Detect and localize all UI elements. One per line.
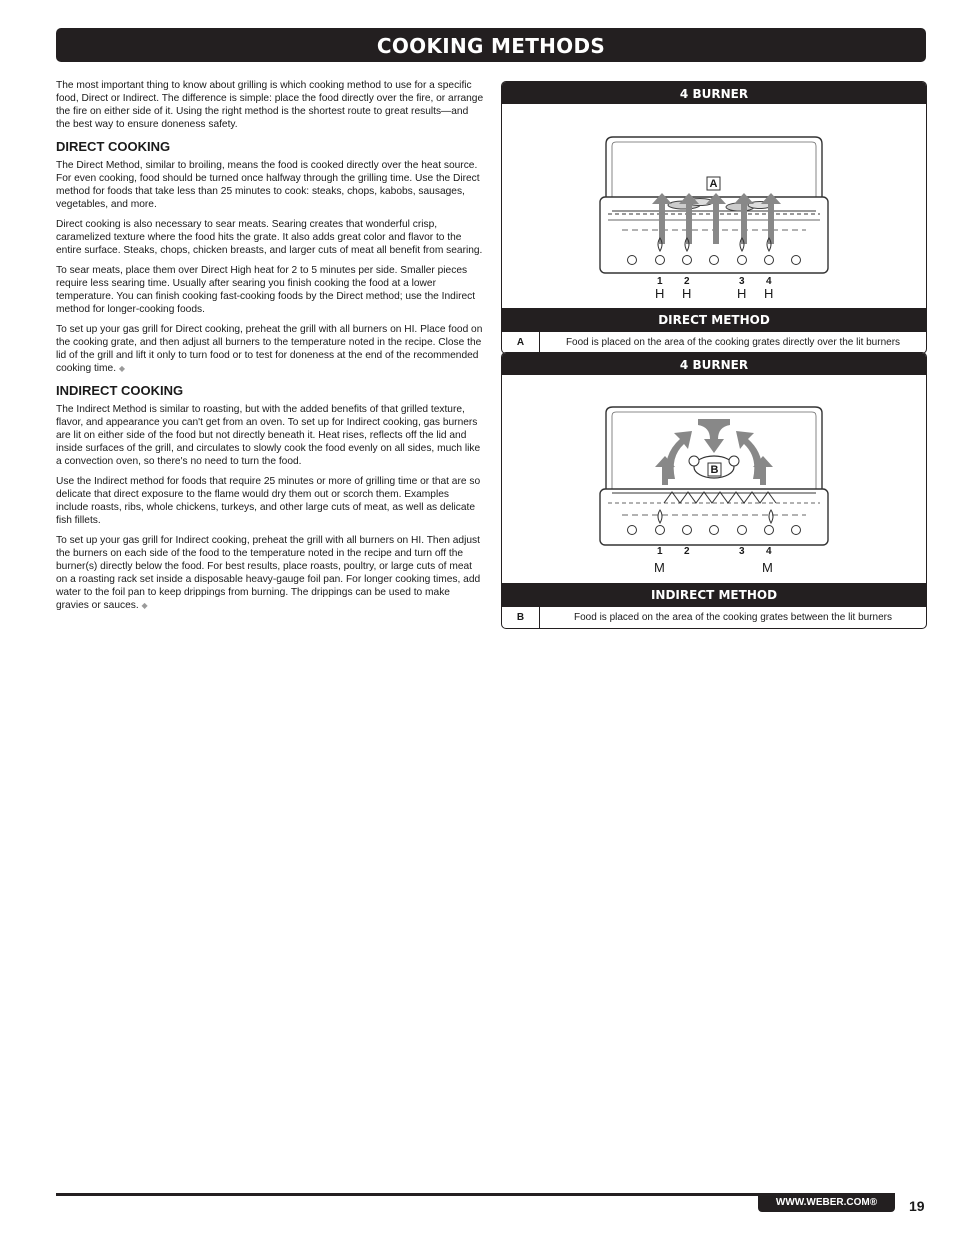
indirect-legend-row [502,607,926,628]
direct-grill-illustration [502,104,926,288]
footer-url[interactable]: WWW.WEBER.COM® [758,1193,895,1212]
direct-paragraph-2: Direct cooking is also necessary to sear meats. Searing creates that wonderful crisp, caramelized texture where the food hits the grate. It also adds great color and flavor to the entire surface. Steaks, chops, chicken breasts, and larger cuts of meat all benefit from searing. [56,219,483,256]
direct-grill-diagram [502,104,926,288]
direct-panel-header: 4 BURNER [502,82,926,104]
burner-number-3: 3 [739,276,745,287]
direct-heat-levels [502,288,926,308]
legend-key-b: B [502,607,540,628]
indirect-method-panel [501,352,927,629]
intro-paragraph: The most important thing to know about grilling is which cooking method to use for a specific food, Direct or Indirect. The difference is simple: place the food directly over the fire, or arrange the fire on either side of it. Using the right method is the shortest route to great results—and the best way to ensure doneness safety. [56,80,484,130]
heat-level-2: H [682,286,692,301]
indirect-grill-diagram [502,375,926,559]
direct-method-panel [501,81,927,354]
page-number: 19 [909,1198,925,1214]
indirect-paragraph-2: Use the Indirect method for foods that require 25 minutes or more of grilling time or that are so delicate that direct exposure to the flame would dry them out or scorch them. Examples include roasts, ribs, whole chickens, turkeys, and other large cuts of meat, as well as delicate fish fillets. [56,476,481,526]
direct-method-label: DIRECT METHOD [502,308,926,332]
page-title: COOKING METHODS [56,28,926,62]
indirect-paragraph-1: The Indirect Method is similar to roasting, but with the added benefits of that grilled texture, flavor, and appearance you can't get from an oven. To set up for Indirect cooking, gas burners are lit on either side of the food but not directly beneath it. Heat rises, reflects off the lid and inside surfaces of the grill, and circulates to slowly cook the food evenly on all sides, much like a convection oven, so there's no need to turn the food. [56,404,481,467]
direct-legend-row [502,332,926,353]
callout-b: B [710,464,719,476]
heat-level-1: M [654,560,665,575]
direct-paragraph-1: The Direct Method, similar to broiling, means the food is cooked directly over the heat source. For even cooking, food should be turned once halfway through the grilling time. Use the Direct method for foods that take less than 25 minutes to cook: steaks, chops, kabobs, sausages, vegetables, and more. [56,160,480,210]
body-text-column [56,79,484,619]
heat-level-3: H [737,286,747,301]
direct-paragraph-4-wrap [56,323,484,375]
legend-text-a: Food is placed on the area of the cooking grates directly over the lit burners [565,337,901,348]
burner-number-1: 1 [657,546,663,557]
legend-text-b: Food is placed on the area of the cooking grates between the lit burners [574,612,892,623]
end-mark-icon: ◆ [141,601,148,610]
burner-number-2: 2 [684,276,690,287]
end-mark-icon: ◆ [118,364,126,373]
direct-paragraph-3: To sear meats, place them over Direct High heat for 2 to 5 minutes per side. Smaller pieces require less searing time. Usually after searing you finish cooking the food at a lower temperature. You can finish cooking fast-cooking foods by the Direct method; use the Indirect method for longer-cooking foods. [56,265,476,315]
indirect-paragraph-3-wrap [56,534,484,612]
indirect-cooking-heading: INDIRECT COOKING [56,383,184,398]
burner-number-4: 4 [766,546,772,557]
burner-number-4: 4 [766,276,772,287]
heat-level-4: H [764,286,774,301]
burner-number-3: 3 [739,546,745,557]
callout-a: A [709,178,718,190]
burner-number-2: 2 [684,546,690,557]
legend-key-a: A [502,332,540,353]
indirect-panel-header: 4 BURNER [502,353,926,375]
direct-cooking-heading: DIRECT COOKING [56,139,171,154]
heat-level-1: H [655,286,665,301]
indirect-paragraph-3: To set up your gas grill for Indirect cooking, preheat the grill with all burners on HI. Then adjust the burners on each side of the food to the temperature noted in the recipe and turn off the burner(s) directly below the food. For best results, place roasts, poultry, or large cuts of meat on a roasting rack set inside a disposable heavy-gauge foil pan. For longer cooking times, add water to the foil pan to keep drippings from burning. The drippings can be used to make gravies or sauces. [56,535,481,611]
burner-number-1: 1 [657,276,663,287]
indirect-method-label: INDIRECT METHOD [502,583,926,607]
heat-level-4: M [762,560,773,575]
direct-paragraph-4: To set up your gas grill for Direct cooking, preheat the grill with all burners on HI. Place food on the cooking grate, and then adjust all burners to the temperature noted in the recipe. Close the lid of the grill and lift it only to turn food or to test for doneness at the end of the recommended cooking time. [56,324,483,374]
indirect-heat-levels [502,559,926,583]
